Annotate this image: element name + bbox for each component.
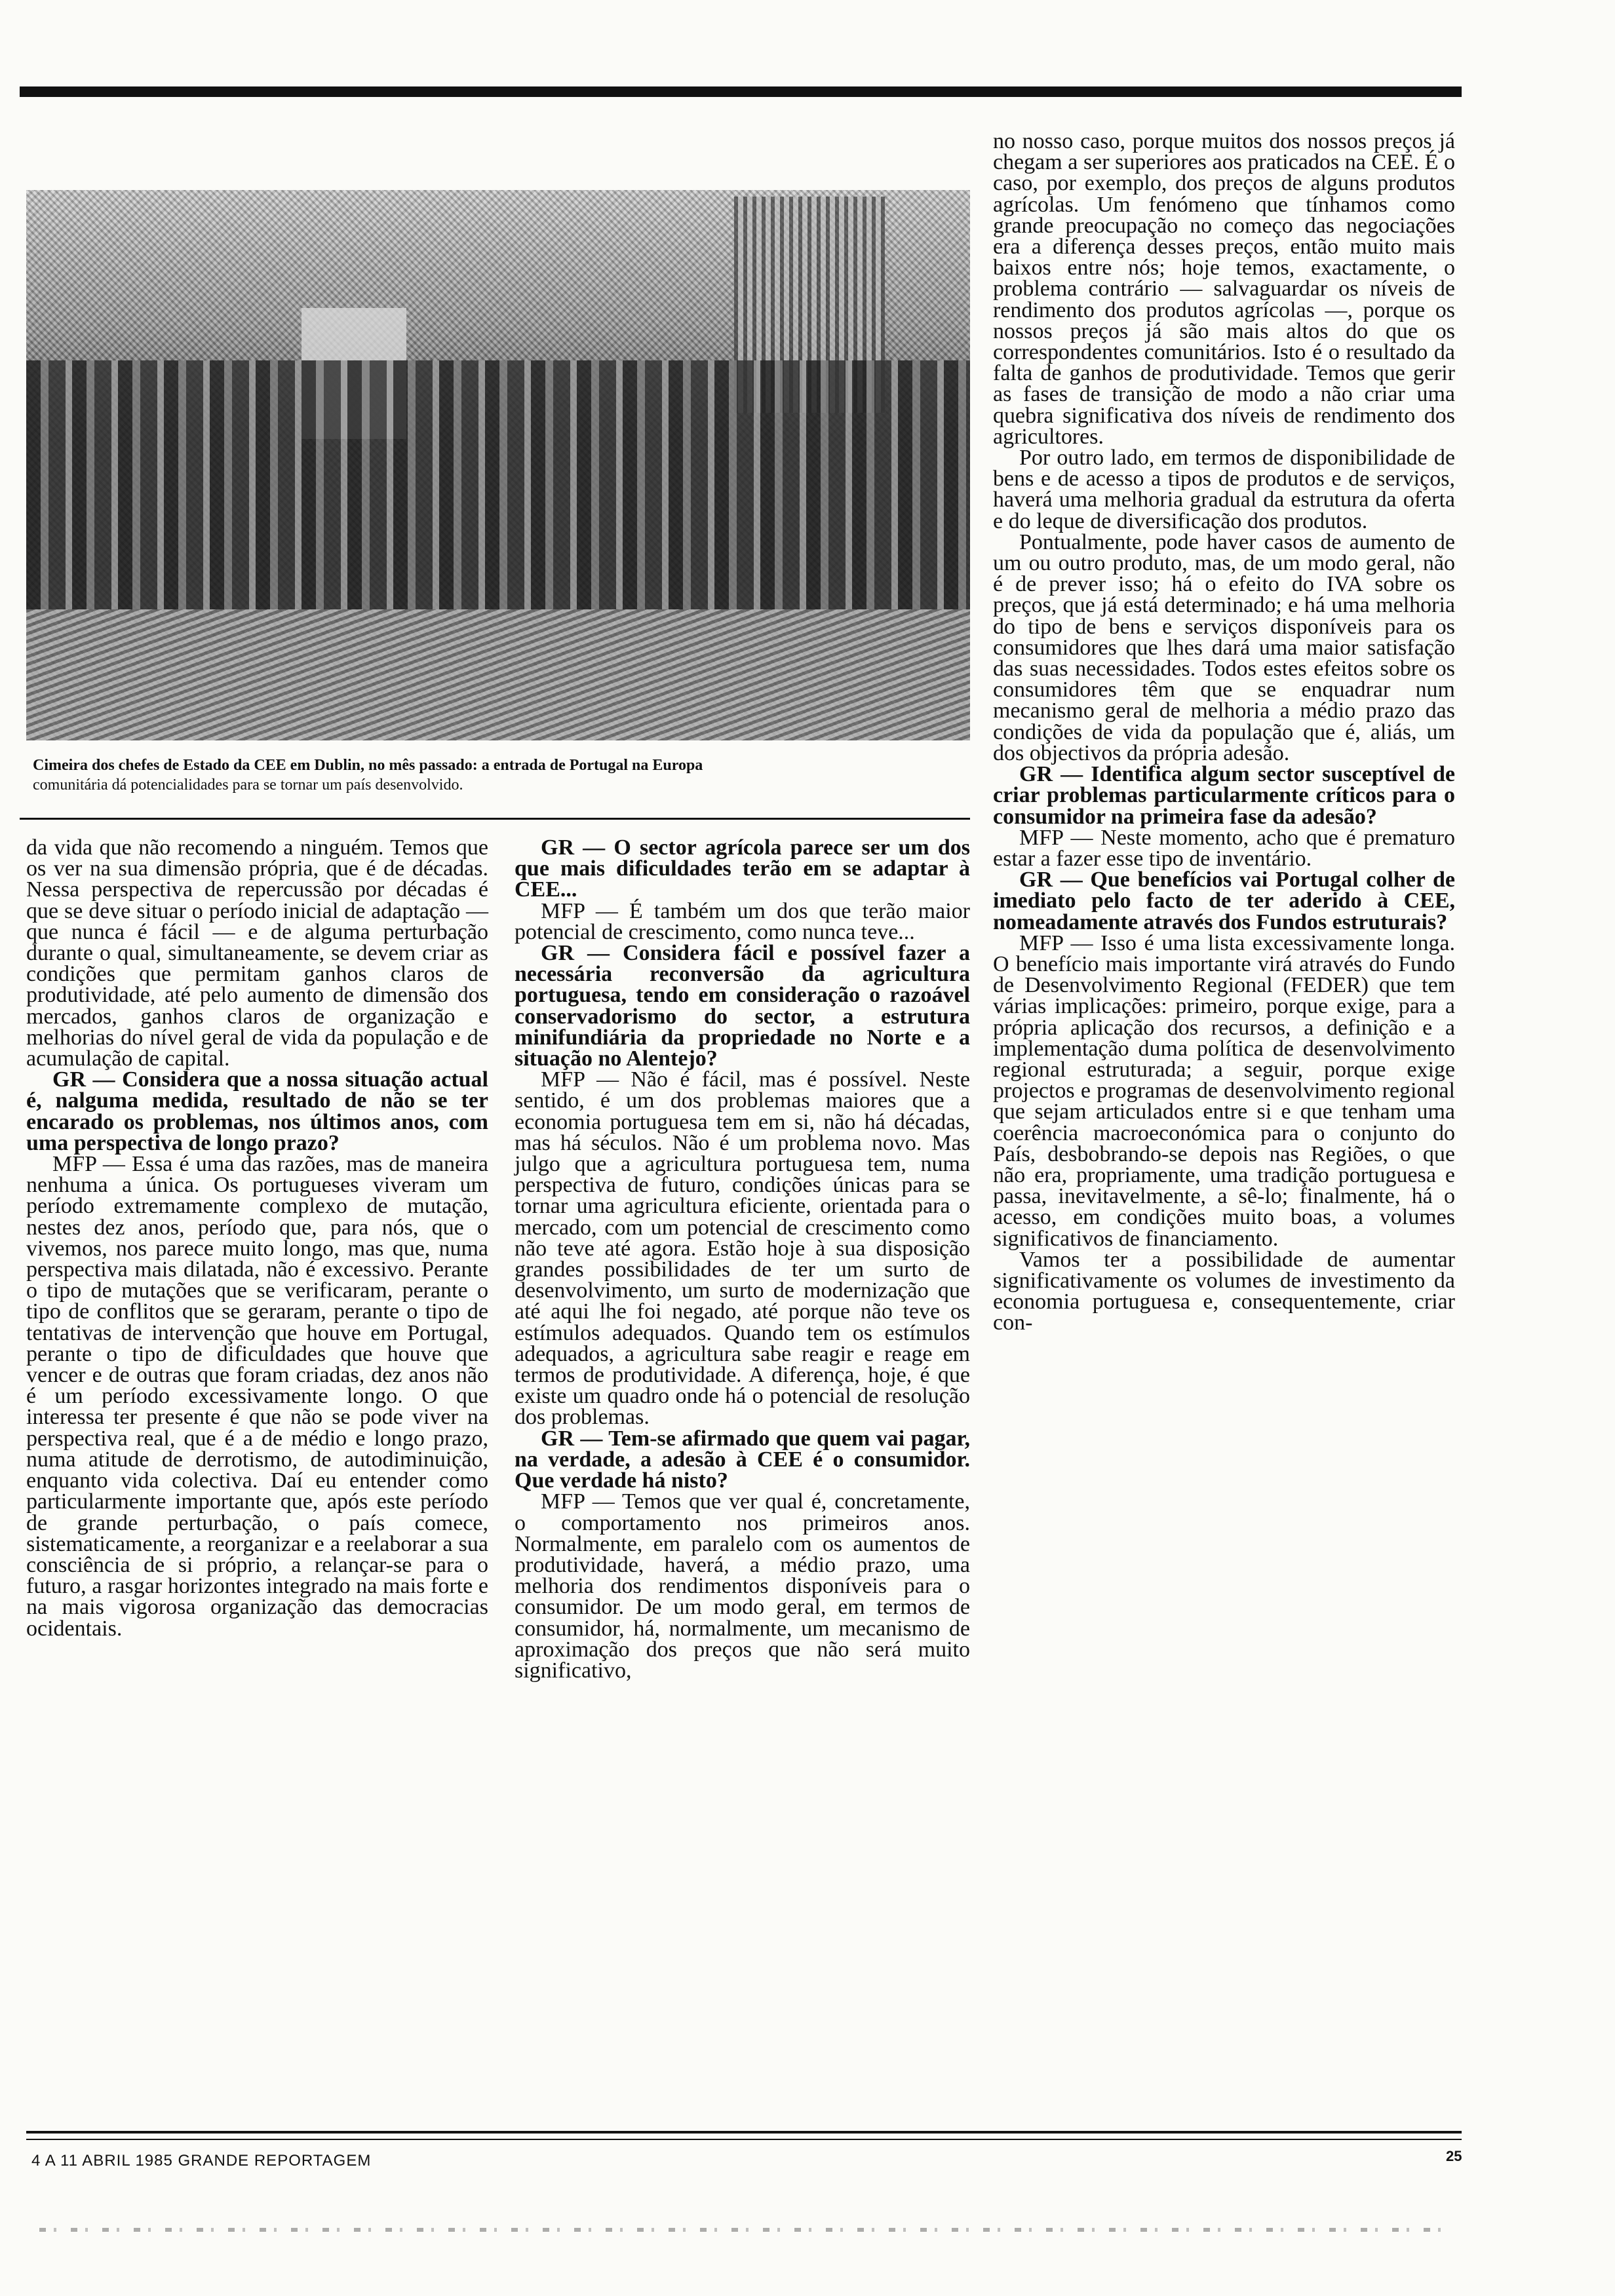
paragraph: Por outro lado, em termos de disponibilidade de bens e de acesso a tipos de produtos e de serviços, haverá uma melhoria gradual da estrutura da oferta e do leque de diversificação dos produtos.	[993, 446, 1455, 533]
answer: MFP — Não é fácil, mas é possível. Neste sentido, é um dos problemas maiores que a economia portuguesa tem em si, não há décadas, mas há séculos. Não é um problema novo. Mas julgo que a agricultura portuguesa tem, numa perspectiva de futuro, condições únicas para se tornar uma agricultura eficiente, orientada para o mercado, com um potencial de crescimento como não teve até agora. Estão hoje à sua disposição grandes possibilidades de ter um surto de desenvolvimento, um surto de modernização que até aqui lhe foi negado, até porque não teve os estímulos adequados. Quando tem os estímulos adequados, a agricultura sabe reagir e reage em termos de produtividade. A diferença, hoje, é que existe um quadro onde há o potencial de resolução dos problemas.	[515, 1067, 970, 1430]
footer-rule-thin	[26, 2139, 1462, 2140]
question: GR — Considera que a nossa situação actual é, nalguma medida, resultado de não se ter encarado os problemas, nos últimos anos, com uma perspectiva de longo prazo?	[26, 1067, 488, 1155]
answer: MFP — É também um dos que terão maior potencial de crescimento, como nunca teve...	[515, 898, 970, 944]
footer-rule	[26, 2131, 1462, 2133]
caption-rule	[20, 818, 970, 820]
answer: MFP — Isso é uma lista excessivamente longa. O benefício mais importante virá através do Fundo de Desenvolvimento Regional (FEDER) que tem várias implicações: primeiro, porque exige, para a própria aplicação dos recursos, a definição e a implementação duma política de desenvolvimento regional estruturada; a seguir, porque exige projectos e programas de desenvolvimento regional que sejam articulados entre si e que tenham uma coerência macroeconómica para o conjunto do País, desbobrando-se depois nas Regiões, o que não era, propriamente, uma tradição portuguesa e passa, inevitavelmente, a sê-lo; finalmente, há o acesso, em condições muito boas, a volumes significativos de financiamento.	[993, 930, 1455, 1251]
paragraph: Vamos ter a possibilidade de aumentar significativamente os volumes de investimento da economia portuguesa e, consequentemente, criar con-	[993, 1247, 1455, 1335]
column-1	[26, 837, 488, 1639]
column-2	[515, 837, 970, 1681]
answer: MFP — Essa é uma das razões, mas de maneira nenhuma a única. Os portugueses viveram um período extremamente complexo de mutação, nestes dez anos, período que, para nós, que o vivemos, nos parece muito longo, mas que, numa perspectiva mais dilatada, não é excessivo. Perante o tipo de mutações que se verificaram, perante o tipo de conflitos que se geraram, perante o tipo de tentativas de intervenção que houve em Portugal, perante o tipo de dificuldades que houve que vencer e de outras que foram criadas, dez anos não é um período excessivamente longo. O que interessa ter presente é que não se pode viver na perspectiva real, que é a de médio e longo prazo, numa atitude de derrotismo, de autodiminuição, enquanto vida colectiva. Daí eu entender como particularmente importante que, após este período de grande perturbação, o país comece, sistematicamente, a reorganizar e a reelaborar a sua consciência de si próprio, a relançar-se para o futuro, a rasgar horizontes integrado na mais forte e na mais vigorosa organização das democracias ocidentais.	[26, 1152, 488, 1641]
paragraph: Pontualmente, pode haver casos de aumento de um ou outro produto, mas, de um modo geral, não é de prever isso; há o efeito do IVA sobre os preços, que já está determinado; e há uma melhoria do tipo de bens e serviços disponíveis para os consumidores que lhes dará uma maior satisfação das suas necessidades. Todos estes efeitos sobre os consumidores têm que se enquadrar num mecanismo geral de melhoria a médio prazo das condições de vida da população que é, aliás, um dos objectivos da própria adesão.	[993, 529, 1455, 765]
footer-issue-info: 4 A 11 ABRIL 1985 GRANDE REPORTAGEM	[31, 2152, 372, 2170]
page-number: 25	[1446, 2148, 1462, 2164]
caption-line-1: Cimeira dos chefes de Estado da CEE em Dublin, no mês passado: a entrada de Portugal na Europa	[33, 757, 703, 774]
photo-crowd	[26, 360, 970, 609]
paragraph: da vida que não recomendo a ninguém. Temos que os ver na sua dimensão própria, que é de décadas. Nessa perspectiva de repercussão por décadas é que se deve situar o período inicial de adaptação — que nunca é fácil — e de alguma perturbação durante o qual, simultaneamente, se devem criar as condições que permitam ganhos claros de produtividade, até pelo aumento de dimensão dos mercados, ganhos claros de organização e melhorias do nível geral de vida da população e de acumulação de capital.	[26, 835, 488, 1071]
question: GR — Que benefícios vai Portugal colher de imediato pelo facto de ter aderido à CEE, nomeadamente através dos Fundos estruturais?	[993, 868, 1455, 934]
scan-noise	[39, 2228, 1449, 2232]
summit-photo	[26, 190, 970, 740]
photo-caption	[33, 756, 970, 795]
paragraph: no nosso caso, porque muitos dos nossos preços já chegam a ser superiores aos praticados na CEE. É o caso, por exemplo, dos preços de alguns produtos agrícolas. Um fenómeno que tínhamos como grande preocupação no começo das negociações era a diferença desses preços, então muito mais baixos entre nós; hoje temos, exactamente, o problema contrário — salvaguardar os níveis de rendimento dos produtos agrícolas —, porque os nossos preços já são mais altos do que os correspondentes comunitários. Isto é o resultado da falta de ganhos de produtividade. Temos que gerir as fases de transição de modo a não criar uma quebra significativa dos níveis de rendimento dos agricultores.	[993, 129, 1455, 449]
answer: MFP — Temos que ver qual é, concretamente, o comportamento nos primeiros anos. Normalmente, em paralelo com os aumentos de produtividade, haverá, a médio prazo, uma melhoria dos rendimentos disponíveis para o consumidor. De um modo geral, em termos de consumidor, há, normalmente, um mecanismo de aproximação dos preços que não será muito significativo,	[515, 1489, 970, 1683]
question: GR — Identifica algum sector susceptível de criar problemas particularmente críticos para o consumidor na primeira fase da adesão?	[993, 762, 1455, 829]
question: GR — Tem-se afirmado que quem vai pagar, na verdade, a adesão à CEE é o consumidor. Que verdade há nisto?	[515, 1426, 970, 1493]
question: GR — O sector agrícola parece ser um dos que mais dificuldades terão em se adaptar à CEE...	[515, 835, 970, 902]
photo-ground	[26, 609, 970, 740]
caption-line-2: comunitária dá potencialidades para se tornar um país desenvolvido.	[33, 776, 463, 794]
column-3	[993, 131, 1455, 1334]
answer: MFP — Neste momento, acho que é prematuro estar a fazer esse tipo de inventário.	[993, 825, 1455, 871]
question: GR — Considera fácil e possível fazer a necessária reconversão da agricultura portuguesa, tendo em consideração o razoável conservadorismo do sector, a estrutura minifundiária da propriedade no Norte e a situação no Alentejo?	[515, 941, 970, 1071]
top-rule	[20, 86, 1462, 97]
